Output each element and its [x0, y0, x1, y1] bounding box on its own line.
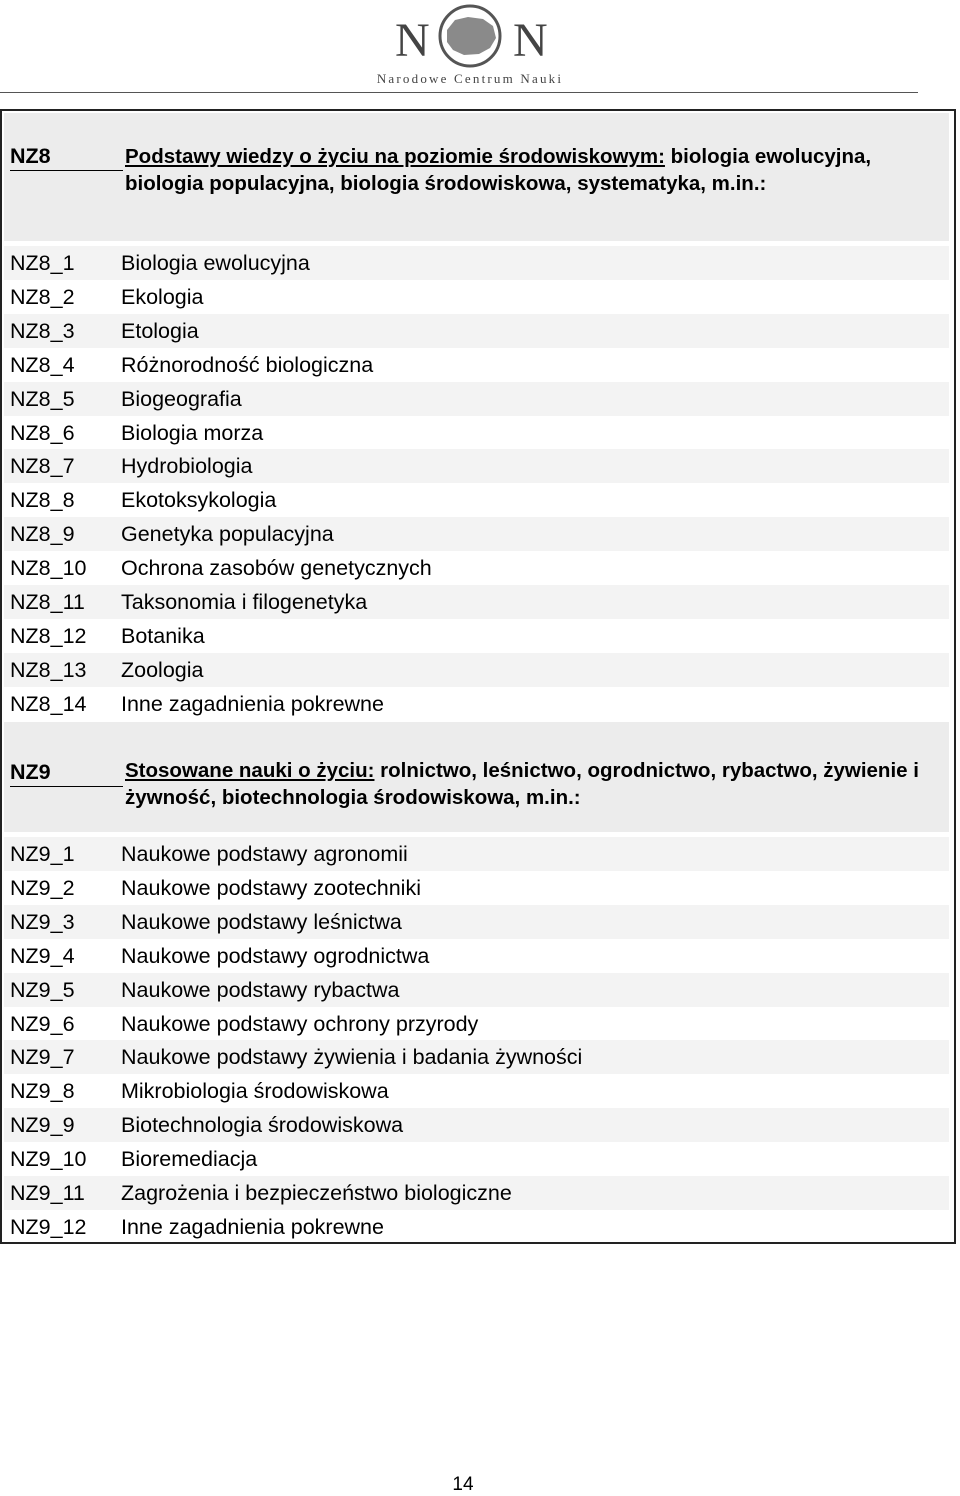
page-number: 14 — [452, 1474, 474, 1495]
section-title-description: rolnictwo, leśnictwo, ogrodnictwo, rybactwo, żywienie i żywność, biotechnologia środowiskowa, m.in.: — [125, 759, 919, 809]
section-code-underline — [10, 170, 123, 171]
section-title — [125, 143, 937, 197]
item-code: NZ9_2 — [10, 876, 75, 900]
item-label: Etologia — [121, 319, 199, 343]
item-label: Naukowe podstawy leśnictwa — [121, 910, 402, 934]
item-code: NZ9_4 — [10, 944, 75, 968]
item-code: NZ8_2 — [10, 285, 75, 309]
item-code: NZ8_10 — [10, 556, 87, 580]
item-label: Naukowe podstawy ochrony przyrody — [121, 1012, 479, 1036]
item-label: Zagrożenia i bezpieczeństwo biologiczne — [121, 1181, 512, 1205]
item-label: Ekologia — [121, 285, 204, 309]
header-rule — [0, 92, 918, 93]
item-code: NZ9_12 — [10, 1215, 87, 1239]
item-code: NZ9_1 — [10, 842, 75, 866]
item-code: NZ8_8 — [10, 488, 75, 512]
item-label: Biotechnologia środowiskowa — [121, 1113, 404, 1137]
item-label: Inne zagadnienia pokrewne — [121, 692, 384, 716]
item-label: Hydrobiologia — [121, 454, 253, 478]
item-code: NZ9_10 — [10, 1147, 87, 1171]
item-label: Ochrona zasobów genetycznych — [121, 556, 432, 580]
section-title-heading: Podstawy wiedzy o życiu na poziomie środowiskowym: — [125, 145, 665, 168]
item-label: Taksonomia i filogenetyka — [121, 590, 368, 614]
section-title — [125, 757, 937, 811]
item-code: NZ8_7 — [10, 454, 75, 478]
item-code: NZ9_7 — [10, 1045, 75, 1069]
item-label: Różnorodność biologiczna — [121, 353, 374, 377]
item-code: NZ8_3 — [10, 319, 75, 343]
item-code: NZ9_11 — [10, 1181, 85, 1205]
item-label: Bioremediacja — [121, 1147, 258, 1171]
item-code: NZ8_14 — [10, 692, 87, 716]
item-label: Naukowe podstawy agronomii — [121, 842, 408, 866]
item-code: NZ8_11 — [10, 590, 85, 614]
item-code: NZ8_12 — [10, 624, 87, 648]
item-code: NZ8_6 — [10, 421, 75, 445]
item-label: Botanika — [121, 624, 205, 648]
item-code: NZ9_9 — [10, 1113, 75, 1137]
item-label: Mikrobiologia środowiskowa — [121, 1079, 389, 1103]
item-label: Genetyka populacyjna — [121, 522, 334, 546]
item-label: Ekotoksykologia — [121, 488, 277, 512]
section-code: NZ8 — [10, 144, 51, 168]
item-code: NZ9_8 — [10, 1079, 75, 1103]
section-title-heading: Stosowane nauki o życiu: — [125, 759, 375, 782]
section-title-description: biologia ewolucyjna, biologia populacyjna, biologia środowiskowa, systematyka, m.in.: — [125, 145, 872, 195]
item-code: NZ8_13 — [10, 658, 87, 682]
item-label: Zoologia — [121, 658, 204, 682]
item-label: Naukowe podstawy zootechniki — [121, 876, 421, 900]
item-label: Biologia ewolucyjna — [121, 251, 310, 275]
item-code: NZ8_9 — [10, 522, 75, 546]
item-label: Naukowe podstawy rybactwa — [121, 978, 400, 1002]
item-code: NZ9_5 — [10, 978, 75, 1002]
item-code: NZ9_6 — [10, 1012, 75, 1036]
item-code: NZ9_3 — [10, 910, 75, 934]
item-code: NZ8_1 — [10, 251, 75, 275]
item-label: Inne zagadnienia pokrewne — [121, 1215, 384, 1239]
logo-wordmark: Narodowe Centrum Nauki — [376, 71, 564, 86]
item-label: Biologia morza — [121, 421, 264, 445]
section-code: NZ9 — [10, 760, 51, 784]
item-code: NZ8_5 — [10, 387, 75, 411]
item-code: NZ8_4 — [10, 353, 75, 377]
item-label: Biogeografia — [121, 387, 242, 411]
section-code-underline — [10, 786, 123, 787]
logo-letter-n2: N — [513, 14, 548, 67]
item-label: Naukowe podstawy ogrodnictwa — [121, 944, 430, 968]
item-label: Naukowe podstawy żywienia i badania żywności — [121, 1045, 583, 1069]
logo-letter-n1: N — [395, 14, 430, 67]
